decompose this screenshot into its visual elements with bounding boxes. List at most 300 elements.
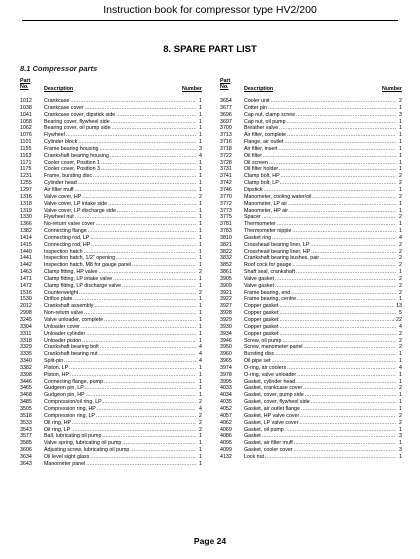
part-number: 3731 [220,166,232,173]
part-number: 3606 [20,447,32,454]
part-description: O-ring, air coolers [244,364,287,371]
leader-dots [275,351,396,358]
part-description: Crankshaft bearing bushes, pair [244,255,320,262]
part-number: 3770 [220,193,232,200]
leader-dots [130,447,196,454]
part-number: 3934 [220,330,232,337]
leader-dots [116,112,196,119]
parts-row [220,372,402,379]
parts-row [220,105,402,112]
leader-dots [294,440,396,447]
leader-dots [71,427,196,434]
leader-dots [94,303,196,310]
part-quantity: 1 [199,221,202,228]
part-description: Cap nut, oil pump [244,118,286,125]
part-quantity: 1 [199,433,202,440]
part-quantity: 2 [399,385,402,392]
leader-dots [271,98,396,105]
part-description: Gudgeon pin, HP [44,392,85,399]
part-description: Screw, manometer panel [244,344,303,351]
part-number: 1366 [20,221,32,228]
part-number: 3742 [220,180,232,187]
part-description: Adjusting screw, lubricating oil pump [44,447,130,454]
part-description: Gasket, crankcase cover [244,385,303,392]
part-quantity: 2 [399,214,402,221]
leader-dots [98,269,196,276]
part-number: 3468 [20,392,32,399]
parts-row [220,173,402,180]
leader-dots [73,296,196,303]
parts-row [20,420,202,427]
part-quantity: 1 [399,378,402,385]
part-number: 3832 [220,255,232,262]
parts-row [20,296,202,303]
parts-row [220,180,402,187]
column-header [20,78,202,94]
parts-row [220,125,402,132]
leader-dots [91,242,196,249]
parts-row [220,331,402,338]
part-description: Valve unloader, complete [44,317,104,323]
part-number: 3718 [220,145,232,152]
part-description: Bearing cover, oil pump side [44,125,111,132]
part-quantity: 2 [399,275,402,282]
part-quantity: 22 [396,317,402,323]
part-description: Screw, oil pump [244,337,282,344]
part-description: Gasket, air filter muff [244,440,293,447]
part-description: Unloader cover [44,323,80,330]
part-quantity: 1 [199,262,202,269]
part-quantity: 3 [399,447,402,454]
part-quantity: 1 [399,159,402,166]
part-quantity: 1 [399,200,402,207]
parts-row [20,201,202,208]
part-quantity: 1 [199,207,202,214]
part-description: Cap nut, clamp screw [244,111,295,118]
leader-dots [279,310,396,317]
part-description: Compression/oil ring, LP [44,399,102,406]
leader-dots [78,180,196,187]
part-description: Ball, lubricating oil pump [44,433,102,440]
parts-row [20,399,202,406]
part-number: 3518 [20,412,32,419]
part-quantity: 1 [199,385,202,392]
leader-dots [99,351,196,358]
parts-row [20,440,202,447]
parts-row [220,235,402,242]
leader-dots [288,201,396,208]
parts-row [20,153,202,160]
parts-row [220,447,402,454]
parts-row [20,427,202,434]
parts-row [20,310,202,317]
part-quantity: 13 [396,303,402,310]
part-number: 4033 [220,385,232,392]
part-quantity: 1 [199,166,202,173]
part-quantity: 2 [399,282,402,289]
part-quantity: 1 [399,207,402,214]
part-number: 3335 [20,351,32,358]
parts-row [220,420,402,427]
leader-dots [299,420,396,427]
parts-row [220,249,402,256]
part-description: Flange, air outlet [244,139,284,146]
description-header: Description [244,86,274,92]
leader-dots [86,331,196,338]
part-description: No-return valve cover [44,221,95,228]
part-quantity: 1 [399,426,402,433]
parts-row [20,194,202,201]
part-number: 1463 [20,269,32,276]
parts-row [220,201,402,208]
part-description: Counterweight [44,289,79,296]
part-description: Non-return valve [44,310,84,317]
part-description: Manometer, cooling water/oil [244,193,312,200]
part-description: Inspection hatch [44,248,83,255]
part-quantity: 1 [199,214,202,221]
subsection-title: 8.1 Compressor parts [20,64,98,73]
leader-dots [262,433,396,440]
leader-dots [72,420,196,427]
part-description: Gasket, oil pump [244,426,284,433]
part-description: Cylinder head [44,180,77,187]
part-description: Gudgeon pin, LP [44,385,84,392]
leader-dots [297,372,396,379]
part-quantity: 1 [199,241,202,248]
part-number: 1012 [20,98,32,104]
part-description: Copper gasket [244,330,279,337]
parts-row [220,392,402,399]
parts-row [220,112,402,119]
part-description: Gasket, cylinder head [244,378,296,385]
leader-dots [265,454,396,461]
part-number: 4099 [220,447,232,454]
parts-row [20,125,202,132]
part-number: 3921 [220,289,232,296]
parts-row [220,242,402,249]
part-description: Orifice plate [44,296,73,303]
part-number: 3775 [220,214,232,221]
part-number: 3311 [20,330,32,337]
parts-row [20,208,202,215]
parts-row [220,427,402,434]
leader-dots [78,139,196,146]
leader-dots [82,338,196,345]
part-quantity: 3 [399,111,402,118]
parts-row [20,372,202,379]
leader-dots [75,214,196,221]
part-description: Flywheel [44,132,65,139]
part-description: Crankcase cover, dipstick side [44,111,116,118]
part-number: 1382 [20,228,32,235]
part-quantity: 1 [199,310,202,317]
leader-dots [70,98,196,105]
part-number: 3965 [220,358,232,365]
part-description: Air filter, complete [244,132,287,139]
leader-dots [86,392,196,399]
part-quantity: 1 [199,330,202,337]
parts-row [220,166,402,173]
part-description: Gasket, HP valve cover [244,412,300,419]
part-quantity: 1 [399,453,402,460]
part-description: O-ring, valve unloader [244,371,297,378]
parts-row [20,283,202,290]
part-description: Gasket ring [244,234,272,241]
part-number: 1038 [20,104,32,111]
parts-row [220,255,402,262]
part-quantity: 2 [199,419,202,426]
part-quantity: 1 [399,440,402,447]
parts-row [220,276,402,283]
leader-dots [88,228,196,235]
parts-column-left [20,78,202,468]
part-quantity: 1 [399,269,402,276]
part-number: 1442 [20,262,32,269]
part-number: 3245 [20,317,32,323]
parts-row [220,194,402,201]
leader-dots [81,324,196,331]
parts-row [220,338,402,345]
parts-row [20,214,202,221]
part-description: Oil ring, HP [44,419,72,426]
part-description: Frame bearing, end [244,289,291,296]
leader-dots [279,166,396,173]
part-description: Cotter pin [244,104,267,111]
page-number: Page 24 [193,536,227,546]
part-quantity: 1 [199,234,202,241]
parts-row [220,379,402,386]
part-quantity: 3 [399,433,402,440]
part-quantity: 1 [399,132,402,139]
parts-row [20,351,202,358]
part-description: Thermometer [244,221,276,228]
part-description: Clamp fitting, HP valve [44,269,98,276]
part-number: 2998 [20,310,32,317]
description-header: Description [44,86,74,92]
leader-dots [90,454,196,461]
part-number: 1316 [20,193,32,200]
parts-row [220,296,402,303]
part-description: Oil filter [244,152,262,159]
part-number: 1175 [20,166,32,173]
leader-dots [301,406,396,413]
part-quantity: 1 [399,125,402,132]
leader-dots [70,372,196,379]
leader-dots [279,317,395,324]
part-number: 3713 [220,132,232,139]
part-quantity: 1 [399,221,402,228]
part-description: Roof cock for gauge [244,262,292,269]
parts-row [20,276,202,283]
parts-row [20,105,202,112]
leader-dots [64,358,196,365]
part-number: 3852 [220,262,232,269]
leader-dots [79,290,196,297]
part-description: Valve cover, HP [44,193,82,200]
part-number: 1516 [20,289,32,296]
leader-dots [275,283,396,290]
part-quantity: 1 [199,132,202,139]
part-description: Thermometer nipple [244,228,292,235]
parts-row [220,324,402,331]
part-number: 4052 [220,405,232,412]
number-header: Number [381,86,402,92]
part-quantity: 2 [399,241,402,248]
parts-row [20,290,202,297]
parts-row [220,310,402,317]
part-description: Crosshead bearing liner, HP [244,248,311,255]
leader-dots [103,399,196,406]
part-quantity: 1 [199,296,202,303]
leader-dots [85,105,196,112]
part-quantity: 2 [399,337,402,344]
part-description: Gasket [244,433,261,440]
part-number: 3781 [220,221,232,228]
part-number: 3677 [220,104,232,111]
part-quantity: 1 [399,358,402,365]
parts-row [20,228,202,235]
parts-row [220,413,402,420]
part-description: Frame, bursting disc [44,173,92,180]
part-number: 1414 [20,234,32,241]
parts-row [20,180,202,187]
parts-row [20,255,202,262]
part-number: 3974 [220,364,232,371]
parts-row [20,221,202,228]
part-number: 3382 [20,364,32,371]
leader-dots [93,173,196,180]
part-description: Piston, LP [44,364,69,371]
part-quantity: 1 [199,282,202,289]
parts-row [220,153,402,160]
part-number: 1297 [20,186,32,193]
part-number: 1062 [20,125,32,132]
part-quantity: 1 [199,200,202,207]
parts-row [220,119,402,126]
part-quantity: 1 [199,125,202,132]
part-description: Crankshaft bearing bolt [44,344,99,351]
part-number: 1255 [20,180,32,187]
leader-dots [303,385,396,392]
part-quantity: 1 [199,392,202,399]
leader-dots [310,242,396,249]
part-quantity: 1 [199,104,202,111]
leader-dots [117,208,196,215]
part-description: Connecting flange, pump [44,378,103,385]
part-number: 4086 [220,433,232,440]
parts-row [220,317,402,324]
part-number: 1530 [20,296,32,303]
part-quantity: 2 [399,248,402,255]
part-quantity: 1 [199,453,202,460]
part-description: Compression ring, LP [44,412,95,419]
part-description: Valve cover, LP intake side [44,200,108,207]
leader-dots [113,276,196,283]
leader-dots [311,249,396,256]
part-description: Cooler cover, Position 1 [44,159,100,166]
part-quantity: 1 [399,145,402,152]
leader-dots [262,214,396,221]
parts-row [20,112,202,119]
parts-row [220,160,402,167]
part-number: 3861 [220,269,232,276]
part-number: 3505 [20,405,32,412]
part-description: Gasket, cover, pump side [244,392,304,399]
part-number: 3978 [220,371,232,378]
parts-row [220,228,402,235]
part-quantity: 1 [399,371,402,378]
part-number: 1231 [20,173,32,180]
parts-row [20,303,202,310]
part-quantity: 2 [199,426,202,433]
part-quantity: 1 [199,460,202,467]
part-quantity: 1 [199,98,202,104]
part-label-line1: Part [220,78,231,84]
part-quantity: 1 [199,180,202,187]
leader-dots [264,187,396,194]
part-number: 3922 [220,296,232,303]
part-quantity: 4 [199,152,202,159]
part-number: 3773 [220,207,232,214]
leader-dots [85,385,196,392]
leader-dots [272,358,397,365]
part-quantity: 1 [399,399,402,406]
part-number: 1471 [20,275,32,282]
part-description: Frame bearing, centre [244,296,297,303]
leader-dots [304,344,396,351]
part-number: 3697 [220,118,232,125]
part-number: 3950 [220,344,232,351]
parts-row [20,173,202,180]
part-description: Dipstick [244,186,263,193]
part-quantity: 5 [399,310,402,317]
part-number: 3741 [220,173,232,180]
part-description: Valve cover, LP discharge side [44,207,116,214]
part-quantity: 1 [399,228,402,235]
part-quantity: 1 [199,303,202,310]
leader-dots [69,365,196,372]
header-divider [22,20,398,21]
part-number: 3960 [220,351,232,358]
part-number: 4095 [220,440,232,447]
part-description: Piston, HP [44,371,70,378]
part-description: Crankshaft assembly [44,303,94,310]
leader-dots [282,338,396,345]
leader-dots [297,296,396,303]
leader-dots [112,125,196,132]
part-description: Oil pipe set [244,358,271,365]
leader-dots [279,125,396,132]
part-number: 3772 [220,200,232,207]
parts-row [220,214,402,221]
part-description: Clamp fitting, LP discharge valve [44,282,122,289]
leader-dots [263,153,396,160]
section-title: 8. SPARE PART LIST [163,44,257,55]
parts-row [20,160,202,167]
part-description: Valve gasket [244,282,274,289]
part-number: 3927 [220,303,232,310]
part-quantity: 1 [199,255,202,262]
leader-dots [279,331,396,338]
part-number: 3995 [220,378,232,385]
part-quantity: 1 [199,275,202,282]
part-number: 3909 [220,282,232,289]
part-quantity: 2 [399,289,402,296]
part-description: Copper gasket [244,303,279,310]
part-quantity: 1 [199,118,202,125]
parts-row [220,139,402,146]
part-description: Split-pin [44,358,64,365]
